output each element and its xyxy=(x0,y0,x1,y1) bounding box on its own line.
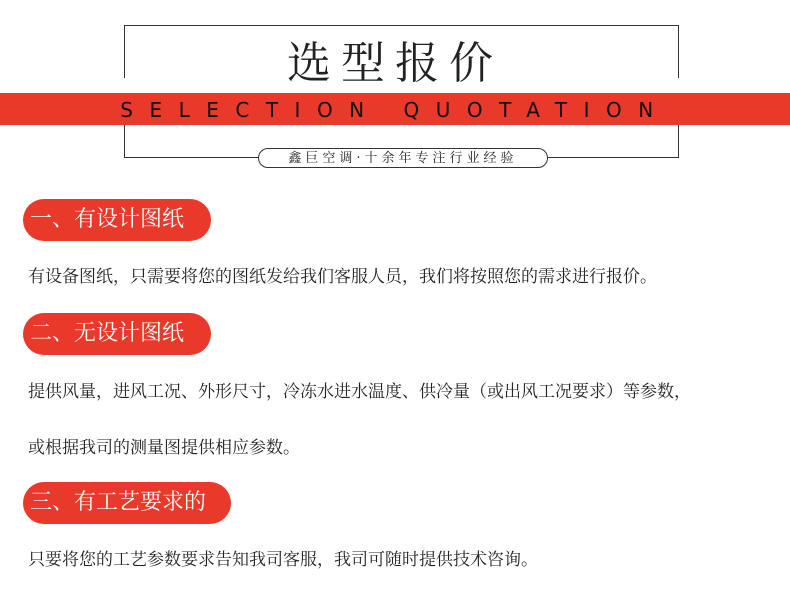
section-1-line-1: 有设备图纸，只需要将您的图纸发给我们客服人员，我们将按照您的需求进行报价。 xyxy=(28,267,657,287)
section-3-line-1: 只要将您的工艺参数要求告知我司客服，我司可随时提供技术咨询。 xyxy=(28,550,538,570)
section-heading-1: 一、有设计图纸 xyxy=(23,199,211,241)
section-heading-2: 二、无设计图纸 xyxy=(23,313,211,355)
section-heading-3: 三、有工艺要求的 xyxy=(23,482,231,524)
tagline-badge: 鑫巨空调·十余年专注行业经验 xyxy=(258,148,548,168)
section-2-line-1: 提供风量，进风工况、外形尺寸，冷冻水进水温度、供冷量（或出风工况要求）等参数， xyxy=(28,382,691,402)
page-subtitle: SELECTION QUOTATION xyxy=(120,98,670,122)
page-title: 选型报价 xyxy=(287,38,503,89)
section-2-line-2: 或根据我司的测量图提供相应参数。 xyxy=(28,438,300,458)
